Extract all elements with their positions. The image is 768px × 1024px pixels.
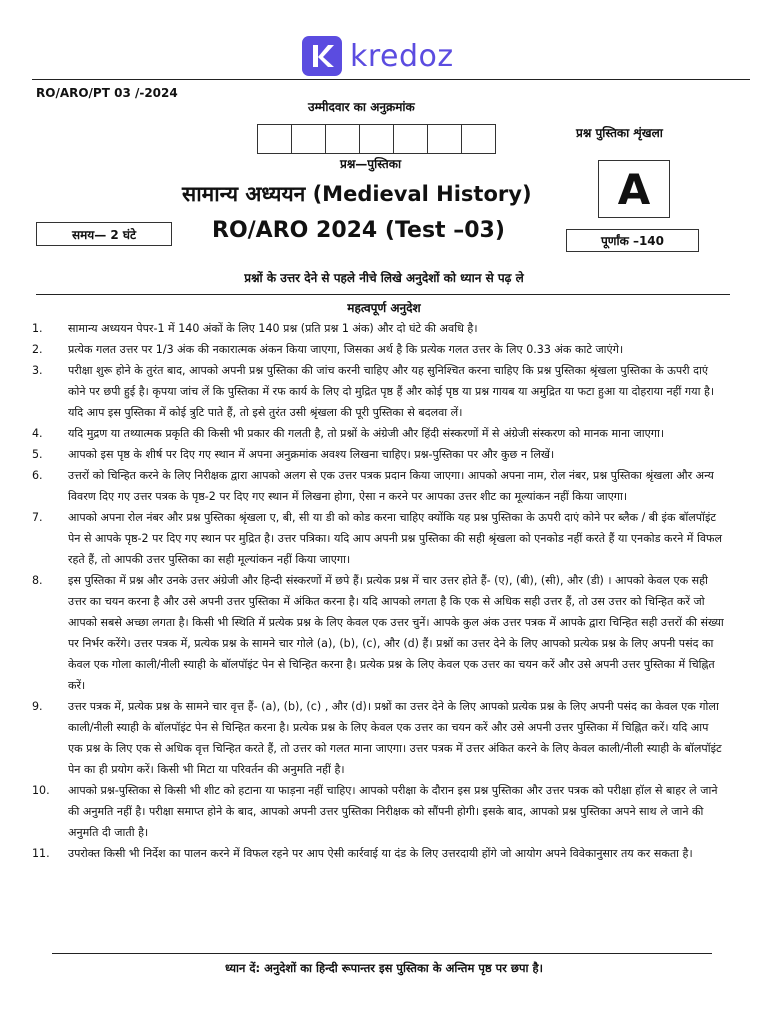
instruction-number: 1.	[32, 322, 43, 335]
series-letter-box	[598, 160, 670, 218]
instruction-item	[32, 843, 726, 864]
series-label: प्रश्न पुस्तिका शृंखला	[576, 126, 663, 140]
instruction-item	[32, 507, 726, 570]
instruction-item	[32, 318, 726, 339]
time-text: समय— 2 घंटे	[71, 227, 137, 242]
instruction-item	[32, 696, 726, 780]
instruction-number: 7.	[32, 511, 43, 524]
roll-digit-box[interactable]	[257, 124, 292, 154]
marks-box	[566, 229, 699, 252]
instruction-item	[32, 570, 726, 696]
header-divider	[32, 79, 750, 80]
instruction-text: सामान्य अध्ययन पेपर-1 में 140 अंकों के लिए 140 प्रश्न (प्रति प्रश्न 1 अंक) और दो घंटे की अवधि है।	[68, 322, 478, 335]
roll-number-boxes[interactable]	[258, 124, 496, 154]
instruction-number: 9.	[32, 700, 43, 713]
subject-title: सामान्य अध्ययन (Medieval History)	[182, 182, 532, 206]
instructions-list	[32, 318, 726, 864]
instruction-text: आपको प्रश्न-पुस्तिका से किसी भी शीट को हटाना या फाड़ना नहीं चाहिए। आपको परीक्षा के दौरान इस प्रश्न पुस्तिका और उत्तर पत्रक को परीक्षा हॉल से बाहर ले जाने की अनुमति नहीं है। परीक्षा समाप्त होने के बाद, आपको अपनी उत्तर पुस्तिका निरीक्षक को सौंपनी होगी। इसके बाद, आपको प्रश्न पुस्तिका अपने साथ ले जाने की अनुमति दी जाती है।	[68, 784, 718, 839]
roll-number-label: उम्मीदवार का अनुक्रमांक	[308, 100, 415, 114]
test-title: RO/ARO 2024 (Test –03)	[212, 218, 505, 243]
instruction-item	[32, 780, 726, 843]
instructions-divider	[36, 294, 730, 295]
instruction-number: 5.	[32, 448, 43, 461]
instruction-item	[32, 423, 726, 444]
important-instructions-title: महत्वपूर्ण अनुदेश	[347, 301, 421, 315]
instruction-text: आपको इस पृष्ठ के शीर्ष पर दिए गए स्थान में अपना अनुक्रमांक अवश्य लिखना चाहिए। प्रश्न-पुस्तिका पर और कुछ न लिखें।	[68, 448, 555, 461]
instruction-number: 10.	[32, 784, 50, 797]
k-logo-icon	[302, 36, 342, 76]
instruction-text: प्रत्येक गलत उत्तर पर 1/3 अंक की नकारात्मक अंकन किया जाएगा, जिसका अर्थ है कि प्रत्येक गलत उत्तर के लिए 0.33 अंक काटे जाएंगे।	[68, 343, 624, 356]
instruction-text: इस पुस्तिका में प्रश्न और उनके उत्तर अंग्रेजी और हिन्दी संस्करणों में छपे हैं। प्रत्येक प्रश्न में चार उत्तर होते हैं- (ए), (बी), (सी), और (डी) । आपको केवल एक सही उत्तर का चयन करना है और उसे अपनी उत्तर पुस्तिका में अंकित करना है। यदि आपको लगता है कि एक से अधिक सही उत्तर हैं, तो उस उत्तर को चिन्हित करें जो आपको सबसे अच्छा लगता है। किसी भी स्थिति में प्रत्येक प्रश्न के लिए केवल एक उत्तर चुनें। आपके कुल अंक उत्तर पत्रक में आपके द्वारा चिन्हित सही उत्तरों की संख्या पर निर्भर करेंगे। उत्तर पत्रक में, प्रत्येक प्रश्न के सामने चार गोले (a), (b), (c), और (d) हैं। प्रश्नों का उत्तर देने के लिए आपको प्रत्येक प्रश्न के लिए अपनी पसंद का केवल एक गोला काली/नीली स्याही के बॉलपॉइंट पेन से चिन्हित करना है। प्रत्येक प्रश्न के लिए केवल एक उत्तर का चयन करें और उसे अपनी उत्तर पुस्तिका में चिह्नित करें।	[68, 574, 724, 692]
footer-divider	[52, 953, 712, 954]
brand-logo	[302, 36, 454, 76]
instruction-item	[32, 360, 726, 423]
instruction-text: परीक्षा शुरू होने के तुरंत बाद, आपको अपनी प्रश्न पुस्तिका की जांच करनी चाहिए और यह सुनिश्चित करना चाहिए कि प्रश्न पुस्तिका श्रृंखला पुस्तिका के ऊपरी दाएं कोने पर छपी हुई है। कृपया जांच लें कि पुस्तिका में रफ कार्य के लिए दो मुद्रित पृष्ठ हैं और कोई पृष्ठ या प्रश्न गायब या अमुद्रित या फटा हुआ या दोहराया नहीं गया है। यदि आप इस पुस्तिका में कोई त्रुटि पाते हैं, तो इसे तुरंत उसी श्रृंखला की पूरी पुस्तिका से बदलवा लें।	[68, 364, 715, 419]
instruction-text: उपरोक्त किसी भी निर्देश का पालन करने में विफल रहने पर आप ऐसी कार्रवाई या दंड के लिए उत्तरदायी होंगे जो आयोग अपने विवेकानुसार तय कर सकता है।	[68, 847, 693, 860]
instruction-item	[32, 339, 726, 360]
series-letter: A	[617, 164, 651, 214]
roll-digit-box[interactable]	[325, 124, 360, 154]
roll-digit-box[interactable]	[461, 124, 496, 154]
roll-digit-box[interactable]	[427, 124, 462, 154]
roll-digit-box[interactable]	[291, 124, 326, 154]
instruction-text: उत्तरों को चिन्हित करने के लिए निरीक्षक द्वारा आपको अलग से एक उत्तर पत्रक प्रदान किया जाएगा। आपको अपना नाम, रोल नंबर, प्रश्न पुस्तिका श्रृंखला और अन्य विवरण दिए गए उत्तर पत्रक के पृष्ठ-2 पर दिए गए स्थान में लिखना होगा, ऐसा न करने पर आपका उत्तर शीट का मूल्यांकन नहीं किया जाएगा।	[68, 469, 714, 503]
brand-name: kredoz	[350, 38, 454, 74]
instruction-number: 4.	[32, 427, 43, 440]
instruction-number: 6.	[32, 469, 43, 482]
instruction-number: 3.	[32, 364, 43, 377]
roll-digit-box[interactable]	[359, 124, 394, 154]
instruction-item	[32, 465, 726, 507]
footer-note: ध्यान दें: अनुदेशों का हिन्दी रूपान्तर इस पुस्तिका के अन्तिम पृष्ठ पर छपा है।	[225, 961, 543, 975]
roll-digit-box[interactable]	[393, 124, 428, 154]
instruction-number: 2.	[32, 343, 43, 356]
paper-code: RO/ARO/PT 03 /-2024	[36, 86, 178, 100]
marks-text: पूर्णांक –140	[600, 234, 665, 248]
time-box	[36, 222, 172, 246]
instruction-item	[32, 444, 726, 465]
instruction-number: 8.	[32, 574, 43, 587]
instruction-number: 11.	[32, 847, 50, 860]
booklet-label: प्रश्न—पुस्तिका	[340, 157, 402, 171]
instruction-text: यदि मुद्रण या तथ्यात्मक प्रकृति की किसी भी प्रकार की गलती है, तो प्रश्नों के अंग्रेजी और हिंदी संस्करणों में से अंग्रेजी संस्करण को मानक माना जाएगा।	[68, 427, 665, 440]
instructions-heading: प्रश्नों के उत्तर देने से पहले नीचे लिखे अनुदेशों को ध्यान से पढ़ ले	[244, 271, 524, 285]
instruction-text: उत्तर पत्रक में, प्रत्येक प्रश्न के सामने चार वृत्त हैं- (a), (b), (c) , और (d)। प्रश्नों का उत्तर देने के लिए आपको प्रत्येक प्रश्न के लिए अपनी पसंद का केवल एक गोला काली/नीली स्याही के बॉलपॉइंट पेन से चिन्हित करना है। प्रत्येक प्रश्न के लिए केवल एक उत्तर का चयन करें और उसे अपनी उत्तर पुस्तिका में चिह्नित करें। यदि आप एक प्रश्न के लिए एक से अधिक वृत्त चिन्हित करते हैं, तो उत्तर को गलत माना जाएगा। उत्तर पत्रक में उत्तर अंकित करने के लिए केवल काली/नीली स्याही के बॉलपॉइंट पेन का ही प्रयोग करें। किसी भी मिटा या परिवर्तन की अनुमति नहीं है।	[68, 700, 722, 776]
instruction-text: आपको अपना रोल नंबर और प्रश्न पुस्तिका श्रृंखला ए, बी, सी या डी को कोड करना चाहिए क्योंकि यह प्रश्न पुस्तिका के ऊपरी दाएं कोने पर ब्लैक / बी इंक बॉलपॉइंट पेन से आपके पृष्ठ-2 पर दिए गए स्थान पर मुद्रित है। उत्तर पत्रिका। यदि आप अपनी प्रश्न पुस्तिका की सही श्रृंखला को एनकोड नहीं करते हैं या एनकोड करने में विफल रहते हैं, तो आपकी उत्तर पुस्तिका का सही मूल्यांकन नहीं किया जाएगा।	[68, 511, 723, 566]
